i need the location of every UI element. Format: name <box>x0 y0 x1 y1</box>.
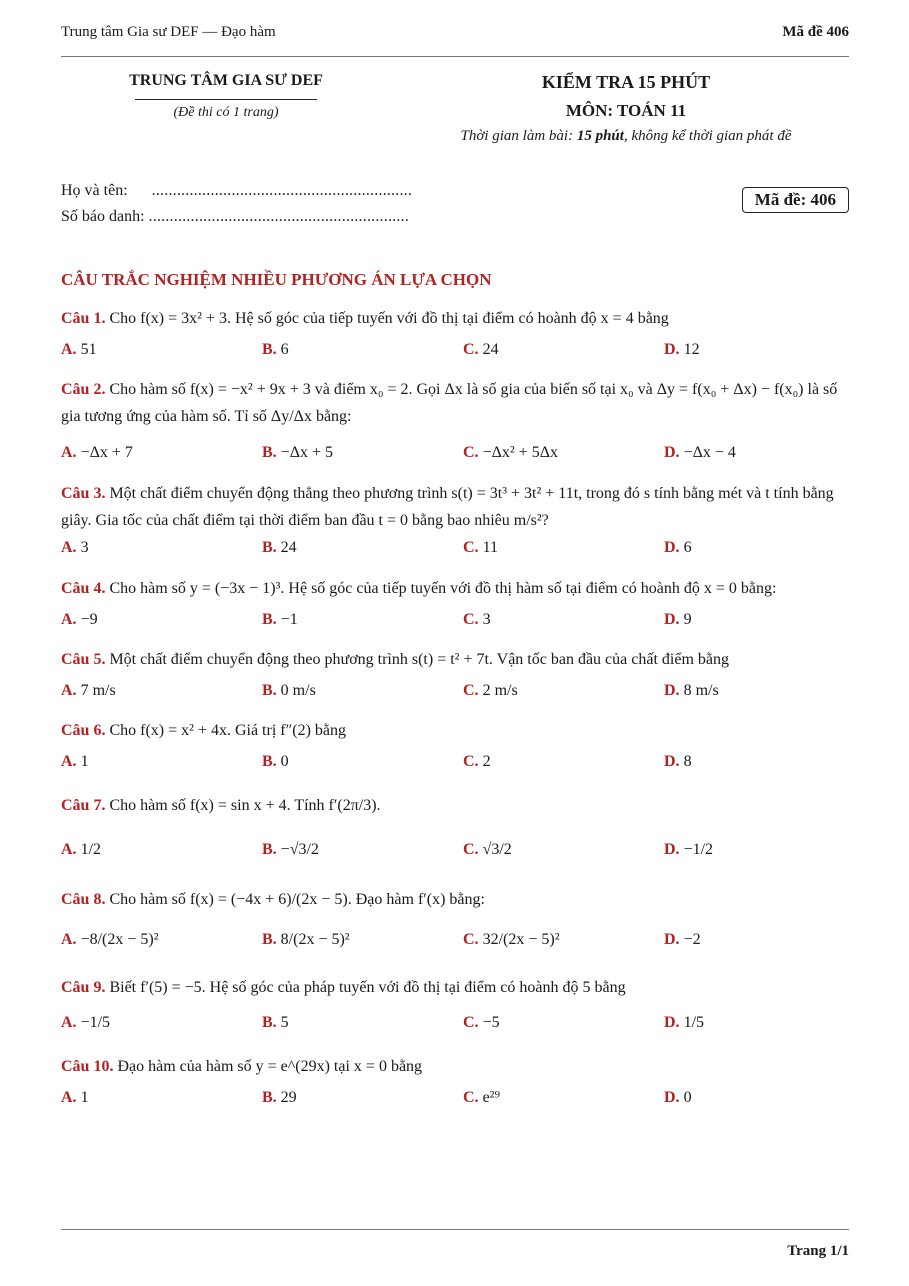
option-value: −1/2 <box>683 841 714 858</box>
option-value: −Δx − 4 <box>683 444 736 461</box>
option-d <box>664 1014 704 1032</box>
question-10 <box>61 1053 849 1080</box>
question-2-options <box>61 444 849 484</box>
exam-subject: MÔN: TOÁN 11 <box>565 101 687 120</box>
question-7-options <box>61 841 849 881</box>
question-label: Câu 2. <box>61 381 106 398</box>
option-value: 2 m/s <box>482 682 518 699</box>
option-a <box>61 753 89 771</box>
option-c <box>463 931 559 949</box>
option-b <box>262 841 319 859</box>
exam-time <box>421 128 831 145</box>
option-label: D. <box>664 753 680 770</box>
option-d <box>664 841 713 859</box>
option-value: 1 <box>80 753 89 770</box>
exam-title: KIỂM TRA 15 PHÚT <box>541 72 711 92</box>
question-9-options <box>61 1014 849 1054</box>
option-label: D. <box>664 931 680 948</box>
option-value: −5 <box>482 1014 500 1031</box>
option-label: A. <box>61 444 77 461</box>
question-text: Đạo hàm của hàm số y = e^(29x) tại x = 0 bằng <box>113 1058 423 1075</box>
option-label: D. <box>664 1089 680 1106</box>
option-b <box>262 611 298 629</box>
option-b <box>262 444 333 462</box>
option-b <box>262 1014 289 1032</box>
student-name-blank: .............................................................. <box>151 182 413 199</box>
option-label: B. <box>262 1014 277 1031</box>
option-value: 6 <box>683 539 692 556</box>
option-value: 0 m/s <box>280 682 316 699</box>
option-label: B. <box>262 1089 277 1106</box>
option-b <box>262 341 289 359</box>
option-value: −Δx + 5 <box>280 444 334 461</box>
option-c <box>463 1014 500 1032</box>
option-value: 51 <box>80 341 97 358</box>
option-a <box>61 841 101 859</box>
student-id-blank: .............................................................. <box>148 208 409 225</box>
option-value: 3 <box>80 539 89 556</box>
option-value: 24 <box>482 341 499 358</box>
option-value: 12 <box>683 341 700 358</box>
option-label: D. <box>664 1014 680 1031</box>
option-b <box>262 753 289 771</box>
question-8-options <box>61 931 849 971</box>
option-value: 24 <box>280 539 297 556</box>
option-c <box>463 682 518 700</box>
exam-title-block <box>421 72 831 145</box>
option-c <box>463 841 512 859</box>
option-value: 5 <box>280 1014 289 1031</box>
page-number: Trang 1/1 <box>787 1243 849 1259</box>
question-4 <box>61 575 849 602</box>
option-d <box>664 682 719 700</box>
option-label: A. <box>61 841 77 858</box>
option-label: C. <box>463 931 479 948</box>
option-label: A. <box>61 341 77 358</box>
option-d <box>664 611 692 629</box>
question-3 <box>61 480 849 534</box>
option-value: −8/(2x − 5)² <box>80 931 159 948</box>
option-label: B. <box>262 539 277 556</box>
option-label: B. <box>262 682 277 699</box>
option-label: A. <box>61 1014 77 1031</box>
option-b <box>262 931 350 949</box>
footer-rule <box>61 1229 849 1230</box>
question-1-options <box>61 341 849 381</box>
option-value: −√3/2 <box>280 841 319 858</box>
option-label: B. <box>262 611 277 628</box>
option-label: C. <box>463 341 479 358</box>
question-label: Câu 10. <box>61 1058 114 1075</box>
question-label: Câu 4. <box>61 580 106 597</box>
option-a <box>61 341 97 359</box>
option-value: 8 <box>683 753 692 770</box>
option-value: 1/5 <box>683 1014 705 1031</box>
option-a <box>61 682 116 700</box>
option-label: D. <box>664 611 680 628</box>
option-label: D. <box>664 341 680 358</box>
option-value: 2 <box>482 753 491 770</box>
option-label: C. <box>463 444 479 461</box>
question-text: Cho f(x) = 3x² + 3. Hệ số góc của tiếp tuyến với đồ thị tại điểm có hoành độ x = 4 bằng <box>105 310 669 327</box>
option-a <box>61 931 159 949</box>
option-c <box>463 1089 500 1107</box>
option-d <box>664 341 700 359</box>
running-header-right: Mã đề 406 <box>782 24 849 40</box>
organization-name: TRUNG TÂM GIA SƯ DEF <box>129 72 323 89</box>
question-text: Một chất điểm chuyển động theo phương trình s(t) = t² + 7t. Vận tốc ban đầu của chất điểm bằng <box>105 651 729 668</box>
question-3-options <box>61 539 849 579</box>
exam-code-box: Mã đề: 406 <box>742 187 849 213</box>
option-label: B. <box>262 753 277 770</box>
question-text: Biết f′(5) = −5. Hệ số góc của pháp tuyến với đồ thị tại điểm có hoành độ 5 bằng <box>105 979 626 996</box>
section-title: CÂU TRẮC NGHIỆM NHIỀU PHƯƠNG ÁN LỰA CHỌN <box>61 270 492 289</box>
question-9 <box>61 974 849 1001</box>
option-value: 1/2 <box>80 841 102 858</box>
option-c <box>463 444 558 462</box>
option-label: D. <box>664 841 680 858</box>
option-value: 8 m/s <box>683 682 719 699</box>
student-info <box>61 178 412 230</box>
option-value: −9 <box>80 611 98 628</box>
question-5 <box>61 646 849 673</box>
option-value: −1 <box>280 611 298 628</box>
option-label: A. <box>61 611 77 628</box>
option-value: √3/2 <box>482 841 512 858</box>
option-c <box>463 539 498 557</box>
option-label: C. <box>463 1014 479 1031</box>
option-value: 0 <box>683 1089 692 1106</box>
question-5-options <box>61 682 849 722</box>
option-label: D. <box>664 682 680 699</box>
student-name-label: Họ và tên: <box>61 182 128 199</box>
option-label: B. <box>262 444 277 461</box>
option-label: D. <box>664 444 680 461</box>
question-7 <box>61 792 849 819</box>
option-label: C. <box>463 611 479 628</box>
organization-underline <box>135 99 317 100</box>
question-label: Câu 3. <box>61 485 106 502</box>
question-10-options <box>61 1089 849 1129</box>
option-d <box>664 1089 692 1107</box>
option-value: 9 <box>683 611 692 628</box>
option-label: A. <box>61 682 77 699</box>
option-label: D. <box>664 539 680 556</box>
option-value: 3 <box>482 611 491 628</box>
question-label: Câu 1. <box>61 310 106 327</box>
option-b <box>262 682 316 700</box>
option-value: e²⁹ <box>482 1089 501 1106</box>
option-a <box>61 1014 110 1032</box>
option-d <box>664 753 692 771</box>
question-label: Câu 5. <box>61 651 106 668</box>
option-value: −Δx² + 5Δx <box>482 444 558 461</box>
exam-time-suffix: , không kể thời gian phát đề <box>623 128 792 144</box>
option-c <box>463 753 491 771</box>
question-8 <box>61 886 849 913</box>
option-value: 0 <box>280 753 289 770</box>
question-2 <box>61 376 849 430</box>
question-label: Câu 8. <box>61 891 106 908</box>
student-id-line <box>61 204 412 230</box>
page-count-note: (Đề thi có 1 trang) <box>173 105 279 120</box>
question-4-options <box>61 611 849 651</box>
option-b <box>262 1089 297 1107</box>
question-6 <box>61 717 849 744</box>
exam-time-prefix: Thời gian làm bài: <box>460 128 577 144</box>
question-label: Câu 7. <box>61 797 106 814</box>
question-6-options <box>61 753 849 793</box>
question-text: Cho hàm số f(x) = sin x + 4. Tính f′(2π/3). <box>105 797 381 814</box>
option-a <box>61 444 133 462</box>
option-a <box>61 1089 89 1107</box>
option-value: 1 <box>80 1089 89 1106</box>
header-rule <box>61 56 849 57</box>
option-a <box>61 611 98 629</box>
option-label: A. <box>61 539 77 556</box>
option-value: 29 <box>280 1089 297 1106</box>
option-value: −2 <box>683 931 701 948</box>
option-a <box>61 539 89 557</box>
option-label: C. <box>463 841 479 858</box>
option-label: C. <box>463 753 479 770</box>
question-text: Cho f(x) = x² + 4x. Giá trị f″(2) bằng <box>105 722 347 739</box>
question-text: Cho hàm số y = (−3x − 1)³. Hệ số góc của tiếp tuyến với đồ thị hàm số tại điểm có hoành độ x = 0 bằng: <box>105 580 777 597</box>
student-name-line <box>61 178 412 204</box>
running-header <box>61 24 849 44</box>
question-label: Câu 9. <box>61 979 106 996</box>
option-d <box>664 539 692 557</box>
option-value: −Δx + 7 <box>80 444 133 461</box>
running-header-left: Trung tâm Gia sư DEF — Đạo hàm <box>61 24 276 40</box>
option-label: A. <box>61 753 77 770</box>
option-label: B. <box>262 841 277 858</box>
exam-time-value: 15 phút <box>576 128 624 144</box>
option-c <box>463 611 491 629</box>
option-value: 11 <box>482 539 498 556</box>
organization-block <box>61 72 391 121</box>
option-value: −1/5 <box>80 1014 111 1031</box>
option-c <box>463 341 499 359</box>
option-label: C. <box>463 682 479 699</box>
option-d <box>664 444 736 462</box>
option-label: C. <box>463 1089 479 1106</box>
student-id-label: Số báo danh: <box>61 208 145 225</box>
option-label: B. <box>262 341 277 358</box>
option-label: B. <box>262 931 277 948</box>
question-1 <box>61 305 849 332</box>
option-label: A. <box>61 1089 77 1106</box>
question-text: Cho hàm số f(x) = −x² + 9x + 3 và điểm x₀ = 2. Gọi Δx là số gia của biến số tại x₀ và Δy = f(x₀ + Δx) − f(x₀) là số gia tương ứng của hàm số. Tỉ số Δy/Δx bằng: <box>61 381 838 425</box>
option-value: 6 <box>280 341 289 358</box>
option-value: 7 m/s <box>80 682 116 699</box>
option-d <box>664 931 701 949</box>
option-label: C. <box>463 539 479 556</box>
option-value: 32/(2x − 5)² <box>482 931 560 948</box>
option-b <box>262 539 297 557</box>
option-value: 8/(2x − 5)² <box>280 931 350 948</box>
question-text: Một chất điểm chuyển động thẳng theo phương trình s(t) = 3t³ + 3t² + 11t, trong đó s tính bằng mét và t tính bằng giây. Gia tốc của chất điểm tại thời điểm ban đầu t = 0 bằng bao nhiêu m/s²? <box>61 485 834 529</box>
question-text: Cho hàm số f(x) = (−4x + 6)/(2x − 5). Đạo hàm f′(x) bằng: <box>105 891 485 908</box>
option-label: A. <box>61 931 77 948</box>
question-label: Câu 6. <box>61 722 106 739</box>
